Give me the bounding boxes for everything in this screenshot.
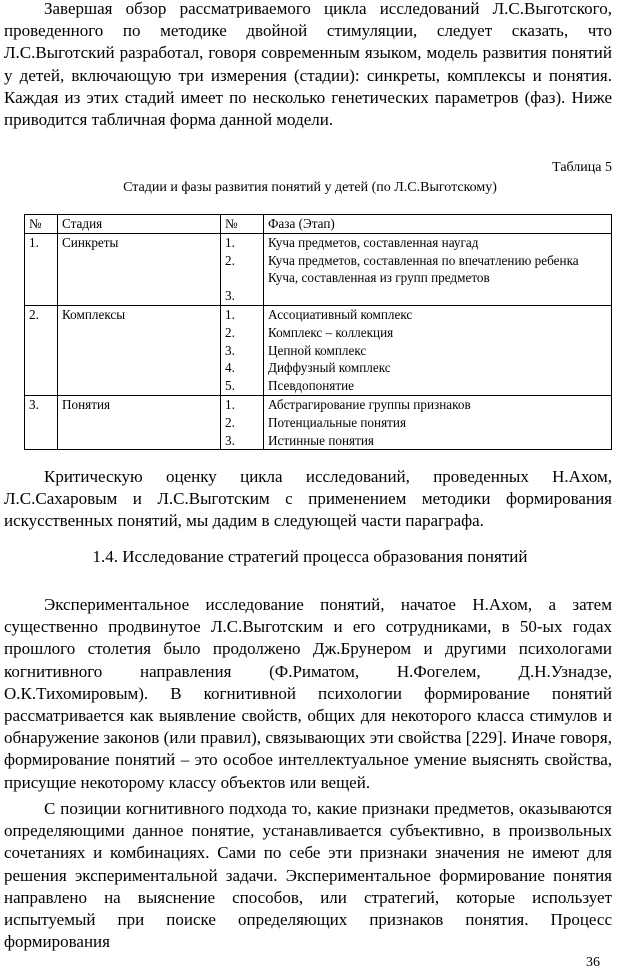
phase-text: Куча предметов, составленная наугад — [268, 234, 479, 250]
section-heading: 1.4. Исследование стратегий процесса образования понятий — [92, 547, 528, 566]
phase-text: Куча предметов, составленная по впечатлению ребенка — [268, 252, 579, 268]
phase-text: Куча, составленная из групп предметов — [268, 270, 490, 286]
phase-text: Псевдопонятие — [268, 378, 355, 394]
stage-name: Комплексы — [58, 305, 221, 395]
phase-texts — [264, 305, 612, 395]
table-row — [25, 233, 612, 305]
paragraph-critique: Критическую оценку цикла исследований, проведенных Н.Ахом, Л.С.Сахаровым и Л.С.Выготским с применением методики формирования искусственных понятий, мы дадим в следующей части параграфа. — [4, 467, 612, 531]
phase-texts — [264, 395, 612, 449]
header-cell: Фаза (Этап) — [264, 215, 612, 234]
phase-numbers — [221, 395, 264, 449]
header-cell: № — [221, 215, 264, 234]
phase-text: Абстрагирование группы признаков — [268, 396, 471, 412]
paragraph-intro: Завершая обзор рассматриваемого цикла исследований Л.С.Выготского, проведенного по методике двойной стимуляции, следует сказать, что Л.С.Выготский разработал, говоря современным языком, модель развития понятий у детей, включающую три измерения (стадии): синкреты, комплексы и понятия. Каждая из этих стадий имеет по несколько генетических параметров (фаз). Ниже приводится табличная форма данной модели. — [4, 0, 612, 130]
table-title: Стадии и фазы развития понятий у детей (по Л.С.Выготскому) — [123, 180, 497, 195]
phase-numbers — [221, 233, 264, 305]
stages-table — [24, 214, 612, 450]
stage-number: 1. — [25, 233, 58, 305]
phase-text: Цепной комплекс — [268, 342, 367, 358]
stage-number: 2. — [25, 305, 58, 395]
phase-text: Диффузный комплекс — [268, 360, 391, 376]
stage-name: Понятия — [58, 395, 221, 449]
phase-text: Потенциальные понятия — [268, 414, 407, 430]
stage-number: 3. — [25, 395, 58, 449]
phase-number: 2. — [225, 324, 235, 340]
stage-name: Синкреты — [58, 233, 221, 305]
phase-number: 4. — [225, 360, 235, 376]
phase-number: 1. — [225, 234, 235, 250]
phase-text: Комплекс – коллекция — [268, 324, 394, 340]
table-header-row — [25, 215, 612, 234]
phase-number: 5. — [225, 378, 235, 394]
phase-number: 2. — [225, 252, 235, 268]
phase-number: 3. — [225, 342, 235, 358]
phase-text: Ассоциативный комплекс — [268, 306, 413, 322]
phase-number: 3. — [225, 288, 235, 304]
phase-number: 3. — [225, 432, 235, 448]
header-cell: Стадия — [58, 215, 221, 234]
phase-number: 2. — [225, 414, 235, 430]
page-number: 36 — [586, 955, 600, 970]
phase-number-spacer — [225, 269, 259, 287]
paragraph-cognitive: Экспериментальное исследование понятий, начатое Н.Ахом, а затем существенно продвинутое Л.С.Выготским и его сотрудниками, в 50-ых годах прошлого столетия было продолжено Дж.Брунером и другими психологами когнитивного направления (Ф.Риматом, Н.Фогелем, Д.Н.Узнадзе, О.К.Тихомировым). В когнитивной психологии формирование понятий рассматривается как выявление свойств, общих для некоторого класса стимулов и обнаружение законов (или правил), связывающих эти свойства [229]. Иначе говоря, формирование понятий – это особое интеллектуальное умение выяснять свойства, присущие некоторому классу объектов или вещей. — [4, 595, 612, 792]
table-number-label: Таблица 5 — [552, 160, 612, 175]
phase-numbers — [221, 305, 264, 395]
header-cell: № — [25, 215, 58, 234]
table-row — [25, 395, 612, 449]
phase-number: 1. — [225, 396, 235, 412]
table-row — [25, 305, 612, 395]
phase-text: Истинные понятия — [268, 432, 374, 448]
phase-texts — [264, 233, 612, 305]
phase-number: 1. — [225, 306, 235, 322]
paragraph-cognitive-approach: С позиции когнитивного подхода то, какие признаки предметов, оказываются определяющими данное понятие, устанавливается субъективно, в произвольных сочетаниях и комбинациях. Сами по себе эти признаки значения не имеют для решения экспериментальной задачи. Экспериментальное формирование понятия направлено на выяснение способов, или стратегий, которые использует испытуемый при поиске определяющих признаков понятия. Процесс формирования — [4, 799, 612, 952]
